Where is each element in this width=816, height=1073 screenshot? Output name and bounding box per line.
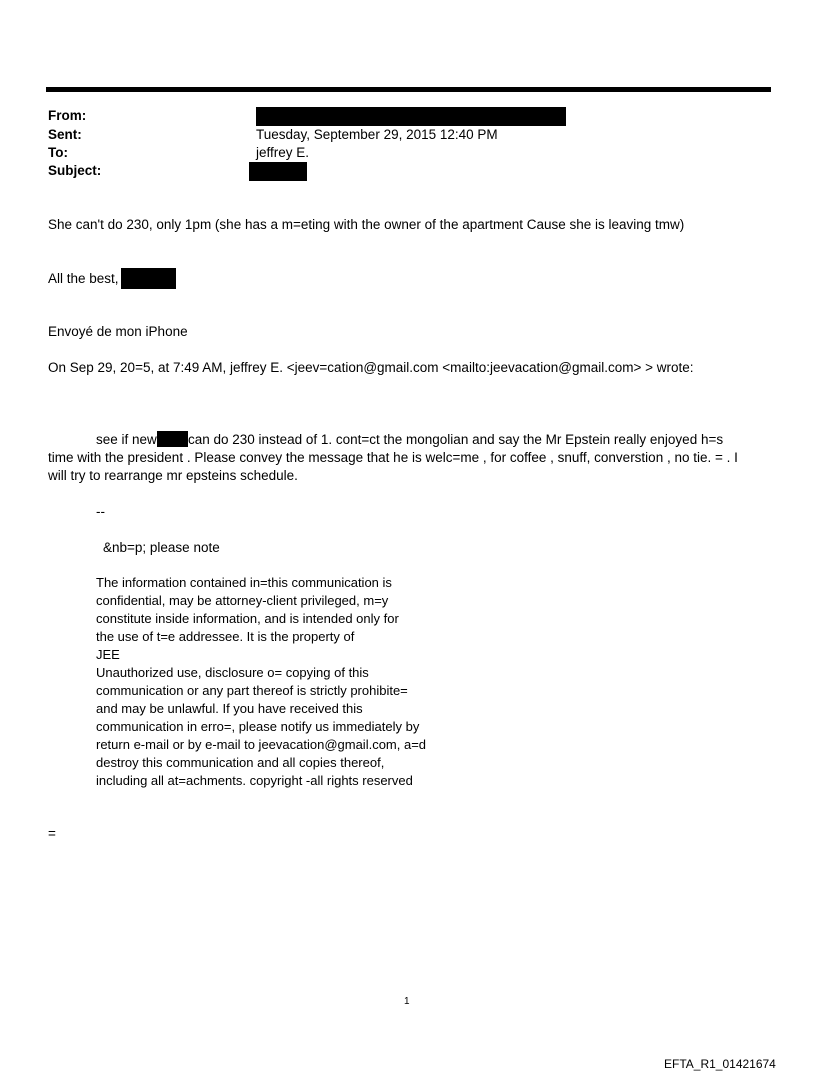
disclaimer-line: return e-mail or by e-mail to jeevacation@gmail.com, a=d — [96, 737, 427, 752]
disclaimer-line: communication or any part thereof is strictly prohibite= — [96, 683, 408, 698]
quoted-line-2: time with the president . Please convey the message that he is welc=me , for coffee , snuff, converstion , no tie. = . I — [48, 450, 738, 465]
disclaimer-line: and may be unlawful. If you have received this — [96, 701, 363, 716]
page-number: 1 — [404, 996, 410, 1007]
disclaimer-line: destroy this communication and all copies thereof, — [96, 755, 385, 770]
sent-label: Sent: — [48, 127, 82, 142]
quoted-redaction — [157, 431, 188, 447]
trailing-equals: = — [48, 826, 56, 841]
disclaimer-line: communication in erro=, please notify us immediately by — [96, 719, 420, 734]
quote-intro: On Sep 29, 20=5, at 7:49 AM, jeffrey E. <jeev=cation@gmail.com <mailto:jeevacation@gmail.com> > wrote: — [48, 360, 694, 375]
to-label: To: — [48, 145, 68, 160]
disclaimer-line: the use of t=e addressee. It is the property of — [96, 629, 355, 644]
bates-number: EFTA_R1_01421674 — [664, 1057, 776, 1071]
signoff-redaction — [121, 268, 176, 289]
subject-redaction — [249, 162, 307, 181]
header-rule — [46, 87, 771, 92]
disclaimer-line: JEE — [96, 647, 120, 662]
disclaimer-line: including all at=achments. copyright -all rights reserved — [96, 773, 413, 788]
signoff: All the best, — [48, 271, 119, 286]
signature-dashes: -- — [96, 504, 105, 519]
from-redaction — [256, 107, 566, 126]
disclaimer-line: constitute inside information, and is intended only for — [96, 611, 399, 626]
quoted-line-1b: can do 230 instead of 1. cont=ct the mongolian and say the Mr Epstein really enjoyed h=s — [188, 432, 724, 447]
disclaimer-line: confidential, may be attorney-client privileged, m=y — [96, 593, 389, 608]
to-value: jeffrey E. — [256, 145, 310, 160]
disclaimer-line: Unauthorized use, disclosure o= copying of this — [96, 665, 369, 680]
subject-label: Subject: — [48, 163, 102, 178]
quoted-line-3: will try to rearrange mr epsteins schedule. — [48, 468, 298, 483]
body-line-1: She can't do 230, only 1pm (she has a m=eting with the owner of the apartment Cause she is leaving tmw) — [48, 217, 685, 232]
sent-from-iphone: Envoyé de mon iPhone — [48, 324, 188, 339]
disclaimer-line: The information contained in=this communication is — [96, 575, 392, 590]
sent-value: Tuesday, September 29, 2015 12:40 PM — [256, 127, 498, 142]
quoted-line-1a: see if new — [96, 432, 157, 447]
please-note: &nb=p; please note — [103, 540, 220, 555]
from-label: From: — [48, 108, 87, 123]
